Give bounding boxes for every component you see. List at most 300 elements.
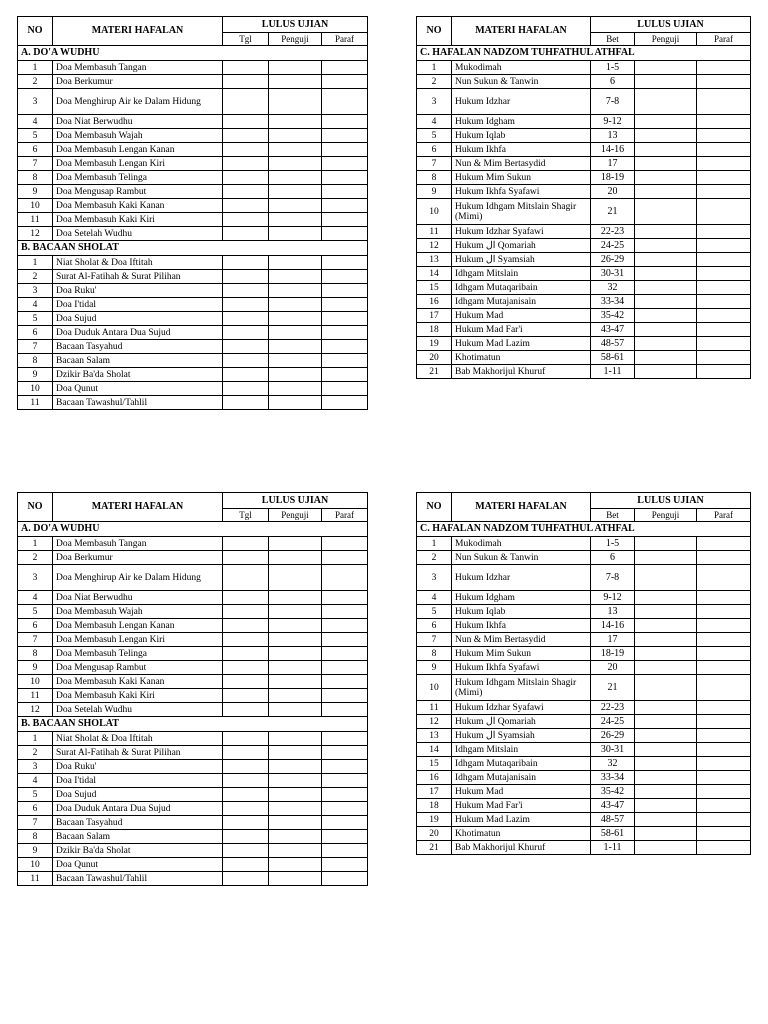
row-material-title: Doa Berkumur bbox=[53, 551, 223, 565]
row-signature-cell[interactable] bbox=[322, 227, 368, 241]
row-number: 4 bbox=[18, 298, 53, 312]
row-examiner-cell[interactable] bbox=[635, 661, 697, 675]
row-date-cell[interactable] bbox=[223, 61, 269, 75]
row-examiner-cell[interactable] bbox=[269, 129, 322, 143]
row-number: 4 bbox=[417, 591, 452, 605]
row-signature-cell[interactable] bbox=[697, 253, 751, 267]
row-number: 6 bbox=[18, 619, 53, 633]
row-examiner-cell[interactable] bbox=[269, 326, 322, 340]
row-examiner-cell[interactable] bbox=[269, 732, 322, 746]
row-signature-cell[interactable] bbox=[697, 827, 751, 841]
row-examiner-cell[interactable] bbox=[269, 382, 322, 396]
table-row bbox=[417, 715, 751, 729]
row-signature-cell[interactable] bbox=[697, 143, 751, 157]
row-date-cell[interactable] bbox=[223, 143, 269, 157]
row-date-cell[interactable] bbox=[223, 537, 269, 551]
row-date-cell[interactable] bbox=[223, 816, 269, 830]
row-signature-cell[interactable] bbox=[322, 872, 368, 886]
row-date-cell[interactable] bbox=[223, 171, 269, 185]
row-number: 11 bbox=[18, 689, 53, 703]
row-examiner-cell[interactable] bbox=[635, 185, 697, 199]
row-examiner-cell[interactable] bbox=[269, 816, 322, 830]
row-examiner-cell[interactable] bbox=[635, 701, 697, 715]
row-signature-cell[interactable] bbox=[697, 841, 751, 855]
row-examiner-cell[interactable] bbox=[269, 619, 322, 633]
row-signature-cell[interactable] bbox=[322, 774, 368, 788]
row-signature-cell[interactable] bbox=[697, 799, 751, 813]
row-signature-cell[interactable] bbox=[322, 61, 368, 75]
col-penguji-subheader: Penguji bbox=[269, 509, 322, 522]
row-examiner-cell[interactable] bbox=[635, 565, 697, 591]
row-material-title: Hukum Ikhfa Syafawi bbox=[452, 185, 591, 199]
row-examiner-cell[interactable] bbox=[269, 872, 322, 886]
section-heading: C. HAFALAN NADZOM TUHFATHUL ATHFAL bbox=[417, 46, 751, 61]
row-date-cell[interactable] bbox=[223, 774, 269, 788]
row-bait-range: 22-23 bbox=[591, 701, 635, 715]
row-examiner-cell[interactable] bbox=[635, 337, 697, 351]
row-examiner-cell[interactable] bbox=[635, 239, 697, 253]
row-signature-cell[interactable] bbox=[322, 689, 368, 703]
row-examiner-cell[interactable] bbox=[635, 757, 697, 771]
table-row bbox=[18, 703, 368, 717]
row-signature-cell[interactable] bbox=[322, 256, 368, 270]
row-signature-cell[interactable] bbox=[322, 732, 368, 746]
col-first-subheader: Tgl bbox=[223, 509, 269, 522]
wudhu-sholat-checklist-table bbox=[17, 16, 368, 410]
row-signature-cell[interactable] bbox=[697, 729, 751, 743]
col-no-header: NO bbox=[417, 17, 452, 46]
row-examiner-cell[interactable] bbox=[269, 774, 322, 788]
row-number: 21 bbox=[417, 841, 452, 855]
row-number: 6 bbox=[18, 143, 53, 157]
row-signature-cell[interactable] bbox=[322, 354, 368, 368]
row-signature-cell[interactable] bbox=[697, 281, 751, 295]
row-date-cell[interactable] bbox=[223, 270, 269, 284]
row-number: 5 bbox=[18, 312, 53, 326]
row-signature-cell[interactable] bbox=[322, 75, 368, 89]
row-date-cell[interactable] bbox=[223, 75, 269, 89]
row-examiner-cell[interactable] bbox=[635, 633, 697, 647]
row-examiner-cell[interactable] bbox=[269, 199, 322, 213]
row-examiner-cell[interactable] bbox=[635, 827, 697, 841]
row-signature-cell[interactable] bbox=[322, 185, 368, 199]
col-lulus-ujian-header: LULUS UJIAN bbox=[591, 493, 751, 509]
row-bait-range: 9-12 bbox=[591, 591, 635, 605]
row-signature-cell[interactable] bbox=[697, 537, 751, 551]
row-signature-cell[interactable] bbox=[322, 661, 368, 675]
row-signature-cell[interactable] bbox=[697, 309, 751, 323]
row-date-cell[interactable] bbox=[223, 689, 269, 703]
row-examiner-cell[interactable] bbox=[635, 295, 697, 309]
row-material-title: Doa Sujud bbox=[53, 312, 223, 326]
row-signature-cell[interactable] bbox=[697, 267, 751, 281]
row-examiner-cell[interactable] bbox=[635, 813, 697, 827]
row-examiner-cell[interactable] bbox=[269, 213, 322, 227]
row-number: 2 bbox=[417, 75, 452, 89]
row-bait-range: 33-34 bbox=[591, 295, 635, 309]
row-examiner-cell[interactable] bbox=[269, 746, 322, 760]
row-examiner-cell[interactable] bbox=[269, 633, 322, 647]
row-signature-cell[interactable] bbox=[322, 605, 368, 619]
row-examiner-cell[interactable] bbox=[635, 365, 697, 379]
row-material-title: Bacaan Salam bbox=[53, 830, 223, 844]
row-signature-cell[interactable] bbox=[322, 171, 368, 185]
row-examiner-cell[interactable] bbox=[635, 351, 697, 365]
row-signature-cell[interactable] bbox=[322, 703, 368, 717]
row-examiner-cell[interactable] bbox=[635, 729, 697, 743]
row-signature-cell[interactable] bbox=[697, 605, 751, 619]
table-row bbox=[417, 61, 751, 75]
row-examiner-cell[interactable] bbox=[635, 199, 697, 225]
row-signature-cell[interactable] bbox=[322, 284, 368, 298]
row-signature-cell[interactable] bbox=[322, 591, 368, 605]
row-signature-cell[interactable] bbox=[322, 382, 368, 396]
row-signature-cell[interactable] bbox=[697, 351, 751, 365]
row-examiner-cell[interactable] bbox=[635, 619, 697, 633]
row-date-cell[interactable] bbox=[223, 129, 269, 143]
row-examiner-cell[interactable] bbox=[269, 858, 322, 872]
row-material-title: Hukum Mad bbox=[452, 785, 591, 799]
row-signature-cell[interactable] bbox=[322, 551, 368, 565]
row-date-cell[interactable] bbox=[223, 326, 269, 340]
row-examiner-cell[interactable] bbox=[269, 537, 322, 551]
row-examiner-cell[interactable] bbox=[635, 157, 697, 171]
row-material-title: Doa I'tidal bbox=[53, 298, 223, 312]
row-examiner-cell[interactable] bbox=[269, 312, 322, 326]
row-number: 8 bbox=[417, 647, 452, 661]
row-signature-cell[interactable] bbox=[697, 591, 751, 605]
row-date-cell[interactable] bbox=[223, 312, 269, 326]
row-date-cell[interactable] bbox=[223, 115, 269, 129]
row-signature-cell[interactable] bbox=[697, 701, 751, 715]
table-row bbox=[18, 199, 368, 213]
row-date-cell[interactable] bbox=[223, 732, 269, 746]
row-signature-cell[interactable] bbox=[697, 337, 751, 351]
row-date-cell[interactable] bbox=[223, 284, 269, 298]
row-signature-cell[interactable] bbox=[322, 675, 368, 689]
row-number: 20 bbox=[417, 827, 452, 841]
row-examiner-cell[interactable] bbox=[269, 298, 322, 312]
table-row bbox=[18, 591, 368, 605]
row-material-title: Hukum ال Qomariah bbox=[452, 239, 591, 253]
row-bait-range: 30-31 bbox=[591, 267, 635, 281]
row-bait-range: 35-42 bbox=[591, 785, 635, 799]
row-signature-cell[interactable] bbox=[697, 115, 751, 129]
table-row bbox=[18, 298, 368, 312]
row-signature-cell[interactable] bbox=[697, 75, 751, 89]
row-bait-range: 14-16 bbox=[591, 619, 635, 633]
row-number: 9 bbox=[18, 185, 53, 199]
row-material-title: Khotimatun bbox=[452, 351, 591, 365]
row-examiner-cell[interactable] bbox=[269, 661, 322, 675]
col-materi-header: MATERI HAFALAN bbox=[452, 17, 591, 46]
row-examiner-cell[interactable] bbox=[269, 61, 322, 75]
row-date-cell[interactable] bbox=[223, 830, 269, 844]
row-number: 16 bbox=[417, 771, 452, 785]
row-bait-range: 26-29 bbox=[591, 729, 635, 743]
row-examiner-cell[interactable] bbox=[269, 368, 322, 382]
row-examiner-cell[interactable] bbox=[635, 89, 697, 115]
row-date-cell[interactable] bbox=[223, 354, 269, 368]
row-signature-cell[interactable] bbox=[322, 270, 368, 284]
row-date-cell[interactable] bbox=[223, 844, 269, 858]
row-signature-cell[interactable] bbox=[322, 844, 368, 858]
row-signature-cell[interactable] bbox=[697, 323, 751, 337]
row-examiner-cell[interactable] bbox=[269, 551, 322, 565]
row-number: 13 bbox=[417, 253, 452, 267]
row-material-title: Idhgam Mutaqaribain bbox=[452, 281, 591, 295]
row-signature-cell[interactable] bbox=[697, 715, 751, 729]
row-signature-cell[interactable] bbox=[697, 365, 751, 379]
row-date-cell[interactable] bbox=[223, 157, 269, 171]
row-examiner-cell[interactable] bbox=[635, 605, 697, 619]
row-material-title: Hukum Idzhar bbox=[452, 89, 591, 115]
row-signature-cell[interactable] bbox=[697, 295, 751, 309]
row-signature-cell[interactable] bbox=[697, 647, 751, 661]
row-date-cell[interactable] bbox=[223, 551, 269, 565]
row-examiner-cell[interactable] bbox=[635, 253, 697, 267]
row-examiner-cell[interactable] bbox=[269, 396, 322, 410]
row-signature-cell[interactable] bbox=[697, 785, 751, 799]
row-signature-cell[interactable] bbox=[322, 647, 368, 661]
row-signature-cell[interactable] bbox=[697, 675, 751, 701]
row-examiner-cell[interactable] bbox=[635, 115, 697, 129]
row-number: 18 bbox=[417, 799, 452, 813]
row-examiner-cell[interactable] bbox=[635, 323, 697, 337]
table-row bbox=[18, 340, 368, 354]
row-signature-cell[interactable] bbox=[697, 565, 751, 591]
row-examiner-cell[interactable] bbox=[269, 75, 322, 89]
row-examiner-cell[interactable] bbox=[635, 129, 697, 143]
row-signature-cell[interactable] bbox=[697, 619, 751, 633]
row-examiner-cell[interactable] bbox=[269, 830, 322, 844]
row-signature-cell[interactable] bbox=[697, 771, 751, 785]
row-examiner-cell[interactable] bbox=[635, 799, 697, 813]
row-signature-cell[interactable] bbox=[697, 171, 751, 185]
row-signature-cell[interactable] bbox=[322, 760, 368, 774]
row-number: 8 bbox=[417, 171, 452, 185]
row-examiner-cell[interactable] bbox=[635, 675, 697, 701]
table-row bbox=[18, 185, 368, 199]
row-signature-cell[interactable] bbox=[322, 199, 368, 213]
row-material-title: Hukum Iqlab bbox=[452, 129, 591, 143]
row-number: 9 bbox=[18, 661, 53, 675]
row-material-title: Hukum Mad Far'i bbox=[452, 323, 591, 337]
row-signature-cell[interactable] bbox=[322, 858, 368, 872]
row-signature-cell[interactable] bbox=[322, 129, 368, 143]
table-row bbox=[18, 256, 368, 270]
row-signature-cell[interactable] bbox=[322, 298, 368, 312]
row-signature-cell[interactable] bbox=[697, 551, 751, 565]
row-examiner-cell[interactable] bbox=[269, 354, 322, 368]
row-date-cell[interactable] bbox=[223, 368, 269, 382]
row-date-cell[interactable] bbox=[223, 89, 269, 115]
row-examiner-cell[interactable] bbox=[635, 267, 697, 281]
row-date-cell[interactable] bbox=[223, 227, 269, 241]
row-signature-cell[interactable] bbox=[322, 788, 368, 802]
row-examiner-cell[interactable] bbox=[269, 760, 322, 774]
row-number: 1 bbox=[18, 732, 53, 746]
row-date-cell[interactable] bbox=[223, 619, 269, 633]
row-date-cell[interactable] bbox=[223, 675, 269, 689]
row-date-cell[interactable] bbox=[223, 633, 269, 647]
row-signature-cell[interactable] bbox=[697, 661, 751, 675]
table-row bbox=[417, 115, 751, 129]
row-examiner-cell[interactable] bbox=[635, 171, 697, 185]
row-examiner-cell[interactable] bbox=[635, 841, 697, 855]
row-signature-cell[interactable] bbox=[322, 830, 368, 844]
table-row bbox=[18, 157, 368, 171]
row-date-cell[interactable] bbox=[223, 185, 269, 199]
row-signature-cell[interactable] bbox=[322, 368, 368, 382]
row-signature-cell[interactable] bbox=[697, 157, 751, 171]
row-signature-cell[interactable] bbox=[697, 239, 751, 253]
row-signature-cell[interactable] bbox=[697, 225, 751, 239]
row-examiner-cell[interactable] bbox=[635, 715, 697, 729]
row-examiner-cell[interactable] bbox=[269, 703, 322, 717]
table-row bbox=[18, 675, 368, 689]
row-signature-cell[interactable] bbox=[697, 89, 751, 115]
row-date-cell[interactable] bbox=[223, 199, 269, 213]
row-examiner-cell[interactable] bbox=[269, 227, 322, 241]
row-date-cell[interactable] bbox=[223, 382, 269, 396]
row-examiner-cell[interactable] bbox=[635, 537, 697, 551]
row-signature-cell[interactable] bbox=[697, 185, 751, 199]
row-date-cell[interactable] bbox=[223, 703, 269, 717]
row-signature-cell[interactable] bbox=[322, 157, 368, 171]
row-signature-cell[interactable] bbox=[322, 746, 368, 760]
row-examiner-cell[interactable] bbox=[269, 844, 322, 858]
row-signature-cell[interactable] bbox=[322, 633, 368, 647]
row-examiner-cell[interactable] bbox=[635, 591, 697, 605]
row-date-cell[interactable] bbox=[223, 872, 269, 886]
row-signature-cell[interactable] bbox=[322, 312, 368, 326]
row-examiner-cell[interactable] bbox=[269, 647, 322, 661]
row-signature-cell[interactable] bbox=[322, 537, 368, 551]
row-material-title: Doa Setelah Wudhu bbox=[53, 703, 223, 717]
row-date-cell[interactable] bbox=[223, 788, 269, 802]
row-signature-cell[interactable] bbox=[322, 143, 368, 157]
row-examiner-cell[interactable] bbox=[269, 89, 322, 115]
row-material-title: Hukum Ikhfa bbox=[452, 619, 591, 633]
row-examiner-cell[interactable] bbox=[635, 75, 697, 89]
row-examiner-cell[interactable] bbox=[635, 309, 697, 323]
tuhfatul-athfal-checklist-table bbox=[416, 16, 751, 379]
row-examiner-cell[interactable] bbox=[635, 771, 697, 785]
row-signature-cell[interactable] bbox=[697, 129, 751, 143]
table-row bbox=[417, 743, 751, 757]
row-examiner-cell[interactable] bbox=[269, 171, 322, 185]
row-examiner-cell[interactable] bbox=[635, 551, 697, 565]
row-date-cell[interactable] bbox=[223, 213, 269, 227]
row-number: 9 bbox=[18, 368, 53, 382]
row-signature-cell[interactable] bbox=[697, 633, 751, 647]
row-examiner-cell[interactable] bbox=[269, 284, 322, 298]
row-examiner-cell[interactable] bbox=[269, 340, 322, 354]
row-signature-cell[interactable] bbox=[322, 115, 368, 129]
row-examiner-cell[interactable] bbox=[269, 157, 322, 171]
row-examiner-cell[interactable] bbox=[635, 647, 697, 661]
row-examiner-cell[interactable] bbox=[635, 281, 697, 295]
row-date-cell[interactable] bbox=[223, 605, 269, 619]
row-examiner-cell[interactable] bbox=[269, 675, 322, 689]
row-number: 5 bbox=[18, 605, 53, 619]
row-date-cell[interactable] bbox=[223, 565, 269, 591]
row-examiner-cell[interactable] bbox=[269, 115, 322, 129]
row-signature-cell[interactable] bbox=[322, 565, 368, 591]
row-signature-cell[interactable] bbox=[697, 199, 751, 225]
row-date-cell[interactable] bbox=[223, 802, 269, 816]
row-examiner-cell[interactable] bbox=[269, 565, 322, 591]
row-signature-cell[interactable] bbox=[322, 326, 368, 340]
section-heading: C. HAFALAN NADZOM TUHFATHUL ATHFAL bbox=[417, 522, 751, 537]
row-signature-cell[interactable] bbox=[697, 757, 751, 771]
row-signature-cell[interactable] bbox=[322, 340, 368, 354]
row-date-cell[interactable] bbox=[223, 661, 269, 675]
row-material-title: Doa Duduk Antara Dua Sujud bbox=[53, 802, 223, 816]
row-examiner-cell[interactable] bbox=[635, 143, 697, 157]
table-row bbox=[18, 551, 368, 565]
table-row bbox=[18, 661, 368, 675]
row-signature-cell[interactable] bbox=[322, 89, 368, 115]
row-material-title: Doa Setelah Wudhu bbox=[53, 227, 223, 241]
row-material-title: Hukum Idgham bbox=[452, 115, 591, 129]
row-signature-cell[interactable] bbox=[697, 61, 751, 75]
row-bait-range: 21 bbox=[591, 199, 635, 225]
row-signature-cell[interactable] bbox=[697, 743, 751, 757]
row-signature-cell[interactable] bbox=[697, 813, 751, 827]
row-examiner-cell[interactable] bbox=[269, 802, 322, 816]
row-signature-cell[interactable] bbox=[322, 619, 368, 633]
row-date-cell[interactable] bbox=[223, 340, 269, 354]
row-date-cell[interactable] bbox=[223, 256, 269, 270]
row-examiner-cell[interactable] bbox=[269, 270, 322, 284]
row-examiner-cell[interactable] bbox=[269, 591, 322, 605]
row-examiner-cell[interactable] bbox=[635, 225, 697, 239]
row-date-cell[interactable] bbox=[223, 746, 269, 760]
row-examiner-cell[interactable] bbox=[635, 785, 697, 799]
row-date-cell[interactable] bbox=[223, 298, 269, 312]
row-examiner-cell[interactable] bbox=[635, 743, 697, 757]
row-signature-cell[interactable] bbox=[322, 802, 368, 816]
row-examiner-cell[interactable] bbox=[269, 185, 322, 199]
row-date-cell[interactable] bbox=[223, 591, 269, 605]
row-material-title: Surat Al-Fatihah & Surat Pilihan bbox=[53, 746, 223, 760]
table-row bbox=[18, 213, 368, 227]
row-number: 7 bbox=[18, 816, 53, 830]
table-row bbox=[417, 239, 751, 253]
row-examiner-cell[interactable] bbox=[269, 689, 322, 703]
row-signature-cell[interactable] bbox=[322, 396, 368, 410]
row-date-cell[interactable] bbox=[223, 647, 269, 661]
row-bait-range: 26-29 bbox=[591, 253, 635, 267]
row-number: 13 bbox=[417, 729, 452, 743]
col-no-header: NO bbox=[417, 493, 452, 522]
row-examiner-cell[interactable] bbox=[269, 256, 322, 270]
row-examiner-cell[interactable] bbox=[269, 605, 322, 619]
row-number: 7 bbox=[417, 157, 452, 171]
row-bait-range: 9-12 bbox=[591, 115, 635, 129]
row-examiner-cell[interactable] bbox=[269, 143, 322, 157]
row-signature-cell[interactable] bbox=[322, 213, 368, 227]
row-examiner-cell[interactable] bbox=[269, 788, 322, 802]
row-date-cell[interactable] bbox=[223, 858, 269, 872]
row-signature-cell[interactable] bbox=[322, 816, 368, 830]
row-date-cell[interactable] bbox=[223, 396, 269, 410]
row-date-cell[interactable] bbox=[223, 760, 269, 774]
row-examiner-cell[interactable] bbox=[635, 61, 697, 75]
row-number: 4 bbox=[18, 774, 53, 788]
